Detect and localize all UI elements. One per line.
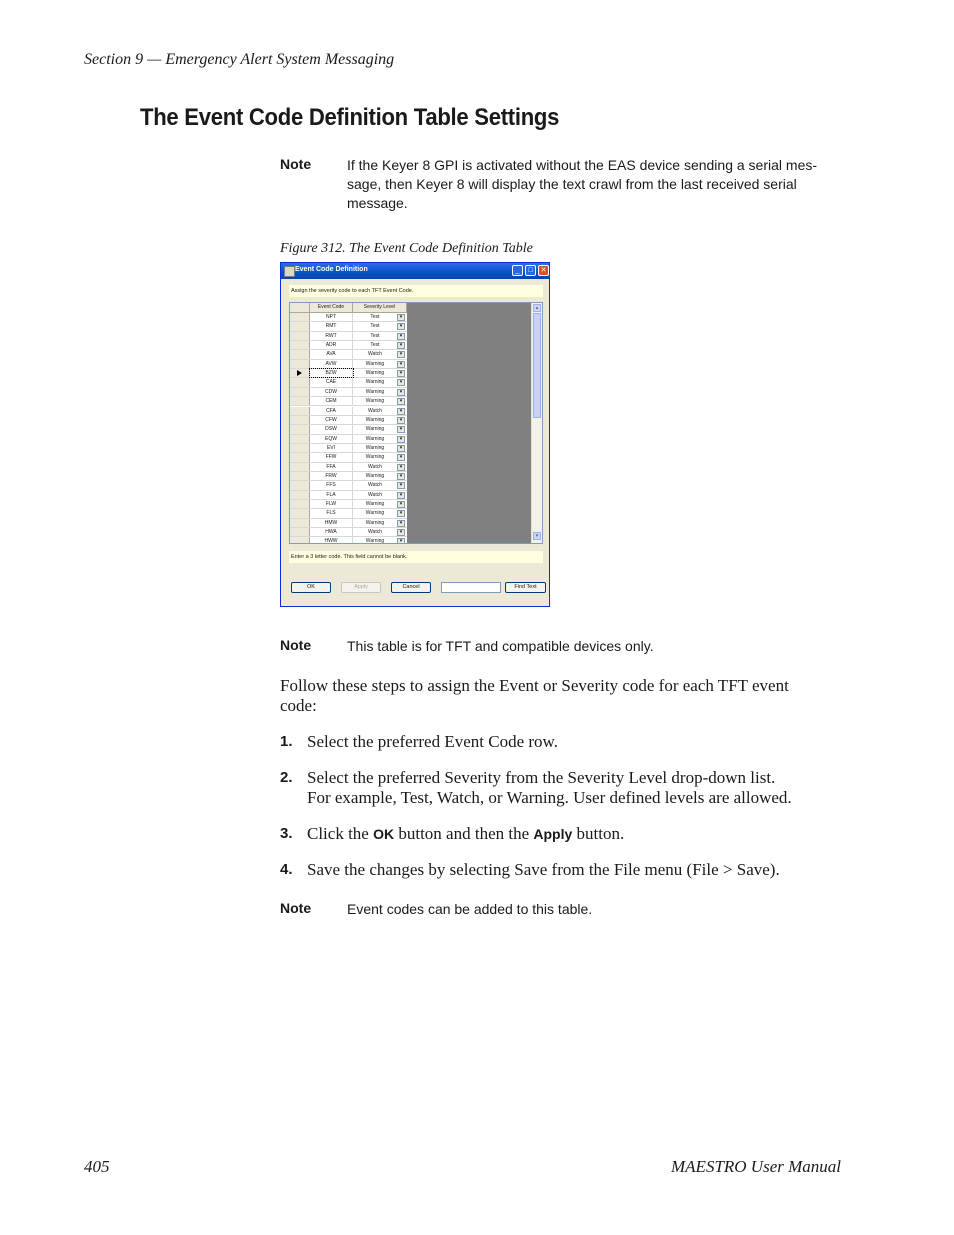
figure-caption: Figure 312. The Event Code Definition Table	[280, 241, 533, 256]
step-text: For example, Test, Watch, or Warning. User defined levels are allowed.	[307, 788, 792, 807]
dropdown-arrow-icon[interactable]: ▾	[397, 408, 405, 415]
intro-line: code:	[280, 696, 317, 715]
severity-cell[interactable]	[353, 360, 407, 368]
find-text-button[interactable]: Find Text	[505, 582, 546, 593]
row-header[interactable]	[290, 397, 310, 405]
column-header-event-code[interactable]: Event Code	[310, 303, 353, 312]
event-code-dialog	[280, 262, 550, 607]
event-code-cell[interactable]: FFA	[310, 463, 353, 471]
row-header[interactable]	[290, 528, 310, 536]
note-text-line: message.	[347, 195, 408, 211]
dropdown-arrow-icon[interactable]: ▾	[397, 398, 405, 405]
severity-cell[interactable]	[353, 322, 407, 330]
severity-value: Warning	[365, 444, 385, 451]
severity-value: Warning	[365, 519, 385, 526]
event-code-cell[interactable]: FLA	[310, 491, 353, 499]
severity-cell[interactable]	[353, 425, 407, 433]
dropdown-arrow-icon[interactable]: ▾	[397, 370, 405, 377]
dropdown-arrow-icon[interactable]: ▾	[397, 538, 405, 543]
table-row[interactable]	[290, 388, 407, 397]
table-row[interactable]	[290, 360, 407, 369]
event-code-cell[interactable]: CAE	[310, 378, 353, 386]
step-text-part: button and then the	[394, 824, 534, 843]
severity-cell[interactable]	[353, 500, 407, 508]
step-text: Select the preferred Event Code row.	[307, 732, 558, 751]
maximize-icon[interactable]: □	[525, 265, 536, 276]
row-header[interactable]	[290, 388, 310, 396]
cancel-button[interactable]: Cancel	[391, 582, 431, 593]
severity-value: Warning	[365, 370, 385, 377]
severity-value: Warning	[365, 379, 385, 386]
event-code-cell[interactable]: FFS	[310, 481, 353, 489]
dropdown-arrow-icon[interactable]: ▾	[397, 501, 405, 508]
severity-value: Warning	[365, 360, 385, 367]
note-text: Event codes can be added to this table.	[347, 901, 593, 917]
event-code-cell[interactable]: FRW	[310, 472, 353, 480]
dropdown-arrow-icon[interactable]: ▾	[397, 323, 405, 330]
event-code-cell[interactable]: FLW	[310, 500, 353, 508]
dropdown-arrow-icon[interactable]: ▾	[397, 529, 405, 536]
event-code-cell[interactable]: FLS	[310, 509, 353, 517]
row-header[interactable]	[290, 491, 310, 499]
note-label: Note	[280, 637, 312, 653]
vertical-scrollbar[interactable]	[531, 303, 542, 543]
dropdown-arrow-icon[interactable]: ▾	[397, 333, 405, 340]
severity-value: Warning	[365, 472, 385, 479]
note-text-line: sage, then Keyer 8 will display the text crawl from the last received serial	[347, 176, 797, 192]
table-row[interactable]	[290, 481, 407, 490]
step-text	[307, 824, 624, 844]
manual-title: MAESTRO User Manual	[671, 1157, 841, 1176]
dropdown-arrow-icon[interactable]: ▾	[397, 361, 405, 368]
severity-value: Watch	[368, 407, 382, 414]
table-row[interactable]	[290, 453, 407, 462]
severity-value: Warning	[365, 388, 385, 395]
table-row[interactable]	[290, 332, 407, 341]
severity-value: Watch	[368, 351, 382, 358]
severity-value: Test	[370, 314, 380, 320]
row-header[interactable]	[290, 435, 310, 443]
table-row[interactable]	[290, 491, 407, 500]
row-header[interactable]	[290, 500, 310, 508]
severity-cell[interactable]	[353, 537, 407, 543]
dropdown-arrow-icon[interactable]: ▾	[397, 454, 405, 461]
severity-cell[interactable]	[353, 332, 407, 340]
event-code-cell[interactable]: AVA	[310, 350, 353, 358]
severity-value: Watch	[368, 529, 382, 536]
severity-cell[interactable]	[353, 519, 407, 527]
severity-cell[interactable]	[353, 444, 407, 452]
page-title: The Event Code Definition Table Settings	[140, 104, 560, 131]
severity-cell[interactable]	[353, 416, 407, 424]
table-row[interactable]	[290, 313, 407, 322]
note-label: Note	[280, 900, 312, 916]
note-text: This table is for TFT and compatible devices only.	[347, 638, 654, 654]
severity-cell[interactable]	[353, 453, 407, 461]
scroll-down-icon[interactable]: ▾	[533, 532, 541, 540]
close-icon[interactable]: ✕	[538, 265, 549, 276]
severity-cell[interactable]	[353, 472, 407, 480]
severity-value: Watch	[368, 491, 382, 498]
dropdown-arrow-icon[interactable]: ▾	[397, 351, 405, 358]
apply-button[interactable]: Apply	[341, 582, 381, 593]
step-number: 3.	[280, 825, 293, 842]
event-code-cell[interactable]: EQW	[310, 435, 353, 443]
row-header[interactable]	[290, 369, 310, 377]
dropdown-arrow-icon[interactable]: ▾	[397, 464, 405, 471]
severity-value: Warning	[365, 454, 385, 461]
severity-value: Warning	[365, 501, 385, 507]
event-code-cell[interactable]: HMW	[310, 519, 353, 527]
step-number: 1.	[280, 733, 293, 750]
dropdown-arrow-icon[interactable]: ▾	[397, 510, 405, 517]
dropdown-arrow-icon[interactable]: ▾	[397, 445, 405, 452]
event-code-cell[interactable]: ADR	[310, 341, 353, 349]
row-header[interactable]	[290, 472, 310, 480]
apply-ref: Apply	[533, 826, 573, 842]
severity-cell[interactable]	[353, 313, 407, 321]
severity-value: Test	[370, 342, 380, 349]
severity-value: Warning	[365, 510, 385, 517]
dropdown-arrow-icon[interactable]: ▾	[397, 473, 405, 480]
row-header[interactable]	[290, 332, 310, 340]
event-code-cell[interactable]: RMT	[310, 322, 353, 330]
severity-cell[interactable]	[353, 388, 407, 396]
severity-value: Warning	[365, 538, 385, 543]
table-row[interactable]	[290, 425, 407, 434]
dropdown-arrow-icon[interactable]: ▾	[397, 436, 405, 443]
row-header[interactable]	[290, 453, 310, 461]
current-row-arrow-icon	[297, 370, 302, 376]
severity-cell[interactable]	[353, 463, 407, 471]
running-header: Section 9 — Emergency Alert System Messaging	[84, 51, 395, 68]
dialog-title: Event Code Definition	[295, 266, 368, 273]
event-code-cell[interactable]: EVI	[310, 444, 353, 452]
event-code-cell[interactable]: BZW	[310, 369, 353, 377]
row-header[interactable]	[290, 341, 310, 349]
table-row[interactable]	[290, 463, 407, 472]
table-row[interactable]	[290, 444, 407, 453]
row-header[interactable]	[290, 537, 310, 543]
step-text: Select the preferred Severity from the Severity Level drop-down list.	[307, 768, 776, 787]
status-bar: Enter a 3 letter code. This field cannot be blank.	[289, 551, 543, 563]
table-row[interactable]	[290, 509, 407, 518]
table-row[interactable]	[290, 472, 407, 481]
dropdown-arrow-icon[interactable]: ▾	[397, 492, 405, 499]
table-row[interactable]	[290, 378, 407, 387]
severity-value: Watch	[368, 482, 382, 489]
event-code-cell[interactable]: AVW	[310, 360, 353, 368]
row-header[interactable]	[290, 416, 310, 424]
table-row[interactable]	[290, 407, 407, 416]
severity-value: Watch	[368, 463, 382, 470]
row-header[interactable]	[290, 378, 310, 386]
row-header[interactable]	[290, 481, 310, 489]
row-header[interactable]	[290, 463, 310, 471]
severity-cell[interactable]	[353, 369, 407, 377]
severity-value: Warning	[365, 435, 385, 442]
severity-value: Warning	[365, 426, 385, 433]
row-header[interactable]	[290, 407, 310, 415]
table-row[interactable]	[290, 369, 407, 378]
scroll-up-icon[interactable]: ▴	[533, 304, 541, 312]
step-number: 2.	[280, 769, 293, 786]
severity-value: Warning	[365, 416, 385, 423]
find-text-input[interactable]	[441, 582, 501, 593]
table-row[interactable]	[290, 350, 407, 359]
minimize-icon[interactable]: _	[512, 265, 523, 276]
table-row[interactable]	[290, 416, 407, 425]
intro-line: Follow these steps to assign the Event or Severity code for each TFT event	[280, 676, 789, 695]
event-code-grid[interactable]	[289, 302, 543, 544]
dropdown-arrow-icon[interactable]: ▾	[397, 379, 405, 386]
severity-cell[interactable]	[353, 528, 407, 536]
row-header[interactable]	[290, 313, 310, 321]
scroll-thumb[interactable]	[533, 313, 541, 418]
dropdown-arrow-icon[interactable]: ▾	[397, 314, 405, 321]
dropdown-arrow-icon[interactable]: ▾	[397, 482, 405, 489]
severity-value: Warning	[365, 398, 385, 405]
row-header-corner	[290, 303, 310, 312]
severity-cell[interactable]	[353, 481, 407, 489]
note-text-line: If the Keyer 8 GPI is activated without the EAS device sending a serial mes-	[347, 157, 818, 173]
dropdown-arrow-icon[interactable]: ▾	[397, 342, 405, 349]
severity-cell[interactable]	[353, 435, 407, 443]
table-row[interactable]	[290, 435, 407, 444]
table-row[interactable]	[290, 519, 407, 528]
row-header[interactable]	[290, 444, 310, 452]
event-code-cell[interactable]: DSW	[310, 425, 353, 433]
severity-cell[interactable]	[353, 397, 407, 405]
grid-header	[290, 303, 407, 313]
severity-cell[interactable]	[353, 407, 407, 415]
row-header[interactable]	[290, 519, 310, 527]
event-code-cell[interactable]: CDW	[310, 388, 353, 396]
row-header[interactable]	[290, 322, 310, 330]
event-code-cell[interactable]: NPT	[310, 313, 353, 321]
row-header[interactable]	[290, 425, 310, 433]
note-label: Note	[280, 156, 312, 172]
event-code-cell[interactable]: CFA	[310, 407, 353, 415]
event-code-cell[interactable]: CFW	[310, 416, 353, 424]
table-row[interactable]	[290, 397, 407, 406]
severity-value: Test	[370, 332, 380, 339]
event-code-cell[interactable]: HWA	[310, 528, 353, 536]
ok-button[interactable]: OK	[291, 582, 331, 593]
step-text-part: button.	[572, 824, 625, 843]
event-code-cell[interactable]: RWT	[310, 332, 353, 340]
dropdown-arrow-icon[interactable]: ▾	[397, 520, 405, 527]
table-row[interactable]	[290, 537, 407, 543]
column-header-severity[interactable]: Severity Level	[353, 303, 407, 312]
table-row[interactable]	[290, 528, 407, 537]
app-icon	[284, 266, 295, 277]
dropdown-arrow-icon[interactable]: ▾	[397, 417, 405, 424]
row-header[interactable]	[290, 350, 310, 358]
grid-body	[290, 303, 407, 543]
event-code-cell[interactable]: HWW	[310, 537, 353, 543]
step-number: 4.	[280, 861, 293, 878]
severity-cell[interactable]	[353, 378, 407, 386]
severity-cell[interactable]	[353, 350, 407, 358]
table-row[interactable]	[290, 322, 407, 331]
severity-cell[interactable]	[353, 341, 407, 349]
info-bar: Assign the severity code to each TFT Event Code.	[289, 285, 543, 297]
step-text-part: Click the	[307, 824, 374, 843]
severity-value: Test	[370, 323, 380, 330]
event-code-cell[interactable]: CEM	[310, 397, 353, 405]
page-number: 405	[84, 1157, 110, 1176]
ok-ref: OK	[373, 826, 395, 842]
severity-cell[interactable]	[353, 509, 407, 517]
dialog-titlebar	[281, 263, 549, 279]
dropdown-arrow-icon[interactable]: ▾	[397, 426, 405, 433]
event-code-cell[interactable]: FFW	[310, 453, 353, 461]
severity-cell[interactable]	[353, 491, 407, 499]
row-header[interactable]	[290, 360, 310, 368]
table-row[interactable]	[290, 500, 407, 509]
dropdown-arrow-icon[interactable]: ▾	[397, 389, 405, 396]
table-row[interactable]	[290, 341, 407, 350]
step-text: Save the changes by selecting Save from the File menu (File > Save).	[307, 860, 780, 879]
row-header[interactable]	[290, 509, 310, 517]
